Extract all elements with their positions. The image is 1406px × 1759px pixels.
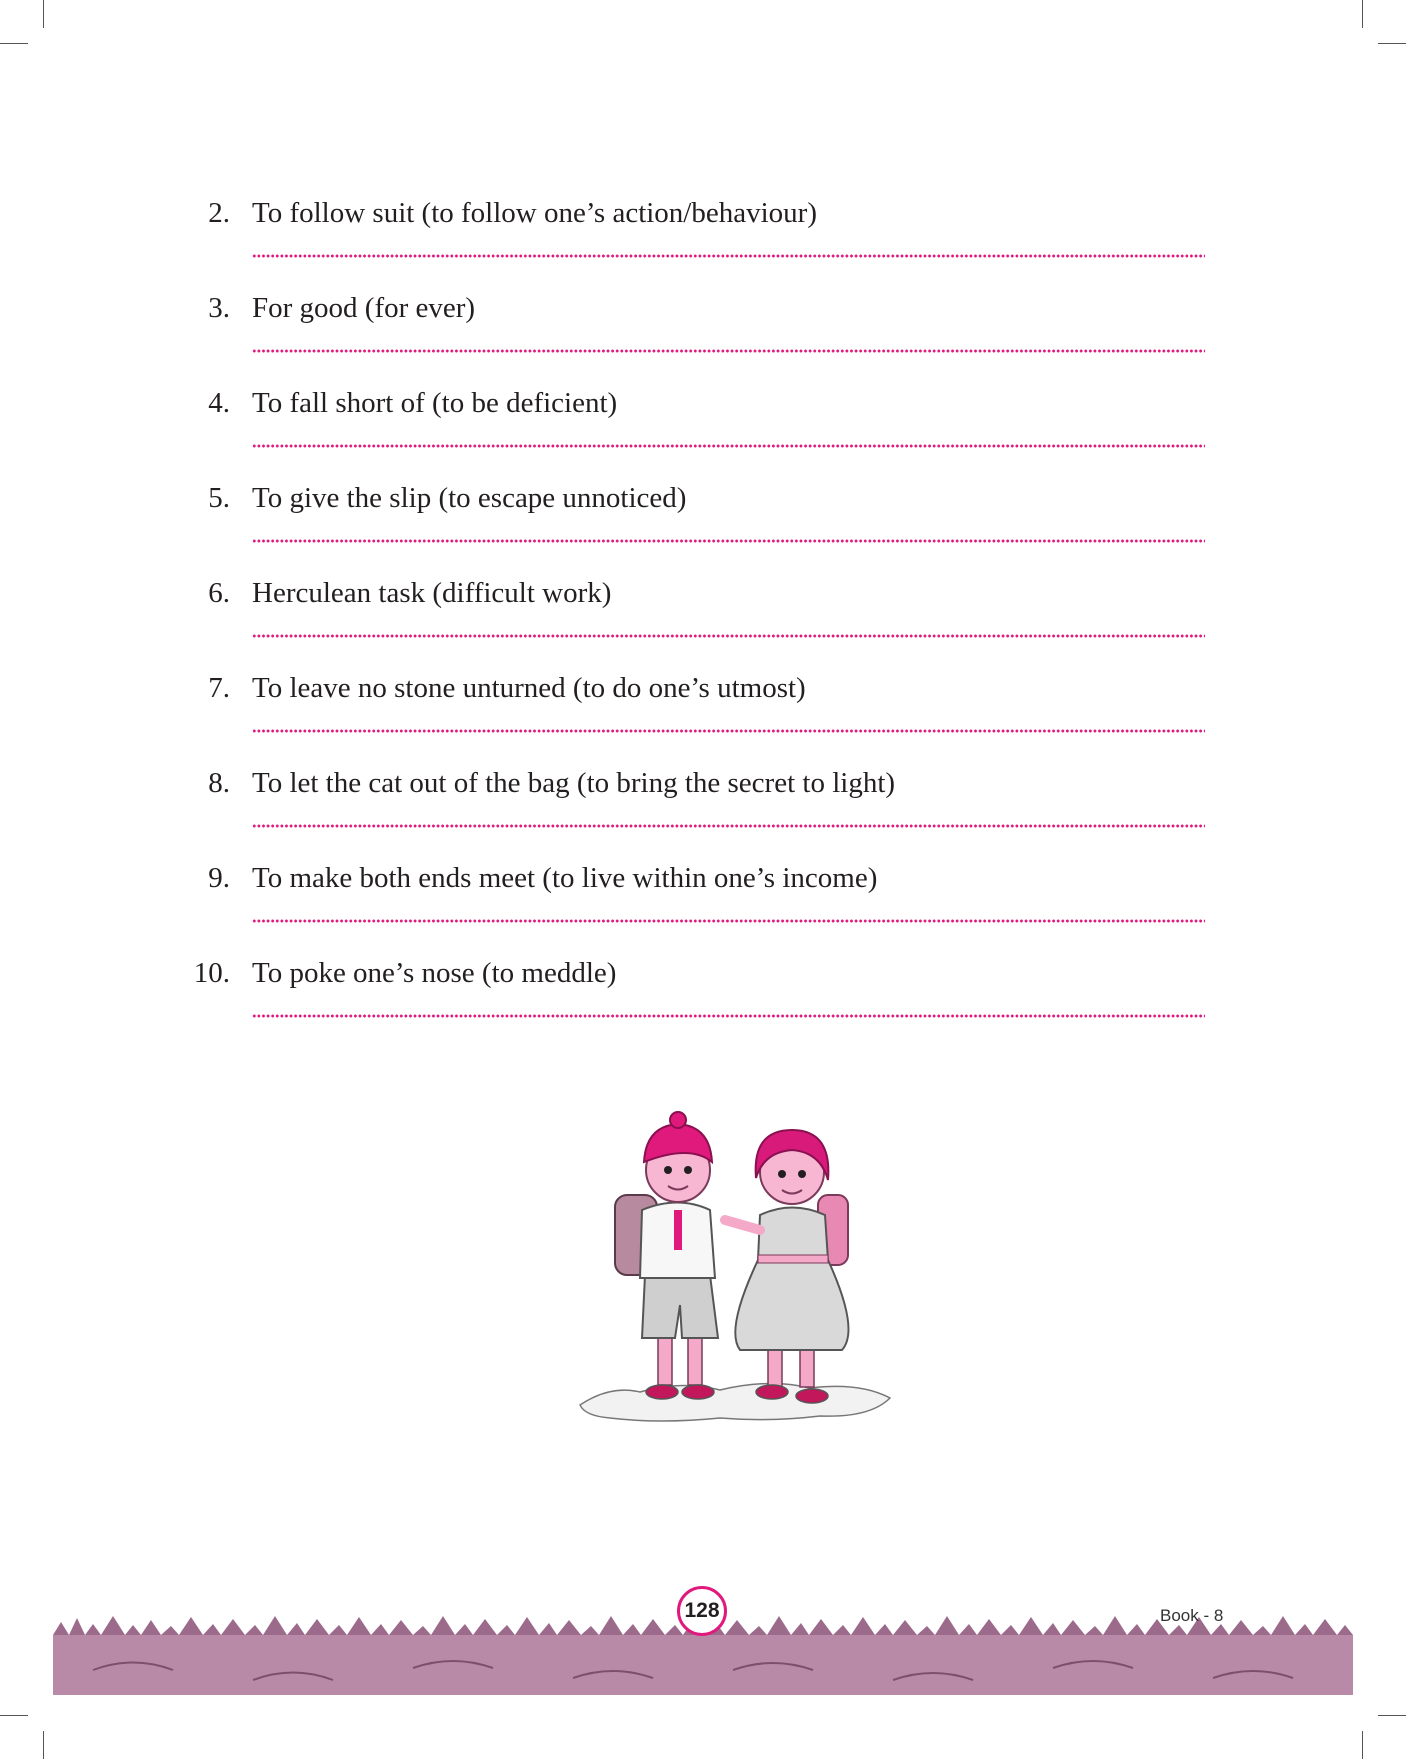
item-number: 6. [208,577,230,609]
idiom-text: To poke one’s nose (to meddle) [252,957,617,989]
crop-mark-top-right-vertical [1362,0,1363,28]
answer-dotted-line[interactable] [252,823,1205,829]
crop-mark-bottom-left-vertical [43,1731,44,1759]
idiom-text: To give the slip (to escape unnoticed) [252,482,687,514]
children-illustration [570,1100,900,1430]
idiom-text: Herculean task (difficult work) [252,577,612,609]
answer-dotted-line[interactable] [252,728,1205,734]
answer-dotted-line[interactable] [252,1013,1205,1019]
idiom-text: To leave no stone unturned (to do one’s utmost) [252,672,806,704]
list-item [0,288,1406,383]
item-number: 10. [193,957,230,989]
answer-dotted-line[interactable] [252,443,1205,449]
item-number: 3. [208,292,230,324]
list-item [0,668,1406,763]
idiom-text: To follow suit (to follow one’s action/behaviour) [252,197,817,229]
page-number-badge: 128 [677,1586,727,1636]
answer-dotted-line[interactable] [252,538,1205,544]
list-item [0,858,1406,953]
crop-mark-bottom-left-horizontal [0,1715,28,1716]
item-number: 7. [208,672,230,704]
idiom-text: To make both ends meet (to live within one’s income) [252,862,878,894]
list-item [0,953,1406,1048]
crop-mark-top-left-vertical [43,0,44,28]
list-item [0,573,1406,668]
item-number: 9. [208,862,230,894]
idiom-text: To fall short of (to be deficient) [252,387,618,419]
idiom-text: To let the cat out of the bag (to bring the secret to light) [252,767,896,799]
crop-mark-bottom-right-horizontal [1378,1715,1406,1716]
crop-mark-bottom-right-vertical [1362,1731,1363,1759]
crop-mark-top-left-horizontal [0,43,28,44]
answer-dotted-line[interactable] [252,348,1205,354]
idiom-text: For good (for ever) [252,292,476,324]
list-item [0,383,1406,478]
answer-dotted-line[interactable] [252,633,1205,639]
item-number: 2. [208,197,230,229]
crop-mark-top-right-horizontal [1378,43,1406,44]
answer-dotted-line[interactable] [252,918,1205,924]
item-number: 5. [208,482,230,514]
item-number: 8. [208,767,230,799]
item-number: 4. [208,387,230,419]
book-label: Book - 8 [1160,1606,1224,1625]
answer-dotted-line[interactable] [252,253,1205,259]
list-item [0,478,1406,573]
list-item [0,763,1406,858]
list-item [0,193,1406,288]
